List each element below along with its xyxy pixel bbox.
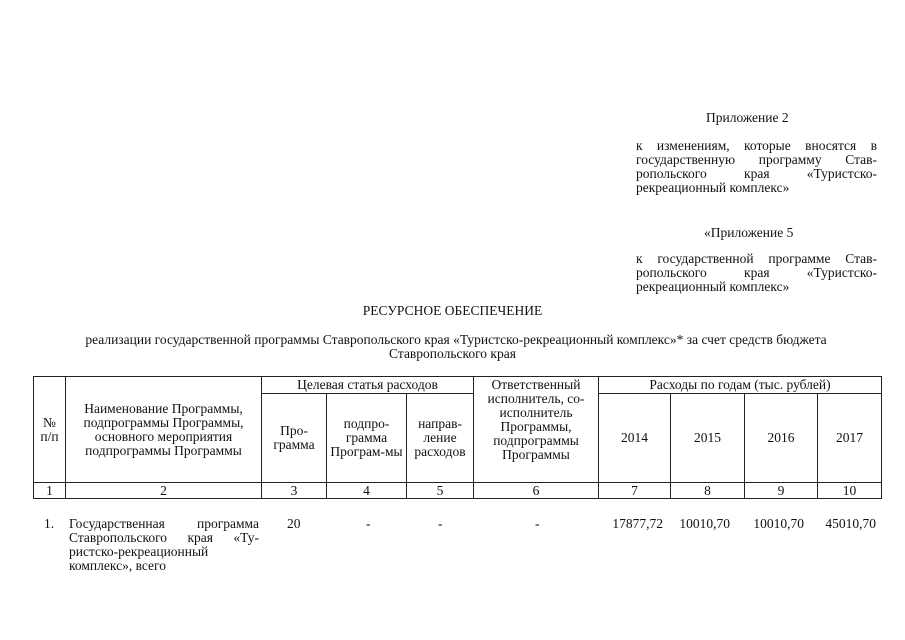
- appendix2-line: ропольского края «Туристско-: [636, 166, 877, 181]
- row-value-2017: 45010,70: [825, 516, 876, 531]
- row-name: [69, 517, 259, 573]
- appendix2-line: государственную программу Став-: [636, 152, 877, 167]
- appendix5-line: ропольского края «Туристско-: [636, 265, 877, 280]
- appendix5-line: рекреационный комплекс»: [636, 279, 790, 294]
- document-subtitle-line1: реализации государственной программы Ставропольского края «Туристско-рекреационный комплекс»* за счет средств бюджета: [85, 332, 827, 347]
- column-number: 3: [262, 483, 327, 499]
- header-program: Про-грамма: [262, 394, 327, 483]
- header-name: Наименование Программы, подпрограммы Программы, основного мероприятия подпрограммы Программы: [66, 377, 262, 483]
- document-subtitle-line2: Ставропольского края: [389, 346, 516, 361]
- appendix2-title: Приложение 2: [706, 110, 789, 125]
- column-number: 4: [327, 483, 407, 499]
- header-target-article: Целевая статья расходов: [262, 377, 474, 394]
- row-value-2016: 10010,70: [753, 516, 804, 531]
- header-years-group: Расходы по годам (тыс. рублей): [599, 377, 882, 394]
- row-executor: -: [535, 516, 540, 531]
- column-number: 5: [407, 483, 474, 499]
- appendix2-line: рекреационный комплекс»: [636, 180, 790, 195]
- column-number: 1: [34, 483, 66, 499]
- header-year-2016: 2016: [745, 394, 818, 483]
- column-number: 6: [474, 483, 599, 499]
- header-year-2014: 2014: [599, 394, 671, 483]
- header-subprogram: подпро-грамма Програм-мы: [327, 394, 407, 483]
- row-program: 20: [287, 516, 301, 531]
- row-name-line: Государственная программа: [69, 516, 259, 531]
- row-value-2014: 17877,72: [612, 516, 663, 531]
- appendix5-text: [636, 252, 877, 294]
- header-direction: направ-ление расходов: [407, 394, 474, 483]
- resource-table: [33, 376, 882, 499]
- row-name-line: Ставропольского края «Ту-: [69, 530, 259, 545]
- header-no: № п/п: [34, 377, 66, 483]
- document-title: РЕСУРСНОЕ ОБЕСПЕЧЕНИЕ: [362, 303, 543, 318]
- header-executor: Ответственный исполнитель, со-исполнитель Программы, подпрограммы Программы: [474, 377, 599, 483]
- header-year-2015: 2015: [671, 394, 745, 483]
- appendix2-text: [636, 139, 877, 195]
- row-value-2015: 10010,70: [679, 516, 730, 531]
- row-direction: -: [438, 516, 443, 531]
- header-year-2017: 2017: [818, 394, 882, 483]
- column-number: 7: [599, 483, 671, 499]
- row-subprogram: -: [366, 516, 371, 531]
- row-name-line: комплекс», всего: [69, 558, 166, 573]
- row-number: 1.: [44, 516, 55, 531]
- column-number: 8: [671, 483, 745, 499]
- appendix5-title: «Приложение 5: [704, 225, 794, 240]
- column-number: 10: [818, 483, 882, 499]
- appendix5-line: к государственной программе Став-: [636, 251, 877, 266]
- row-name-line: ристско-рекреационный: [69, 544, 209, 559]
- column-number: 9: [745, 483, 818, 499]
- column-number: 2: [66, 483, 262, 499]
- appendix2-line: к изменениям, которые вносятся в: [636, 138, 877, 153]
